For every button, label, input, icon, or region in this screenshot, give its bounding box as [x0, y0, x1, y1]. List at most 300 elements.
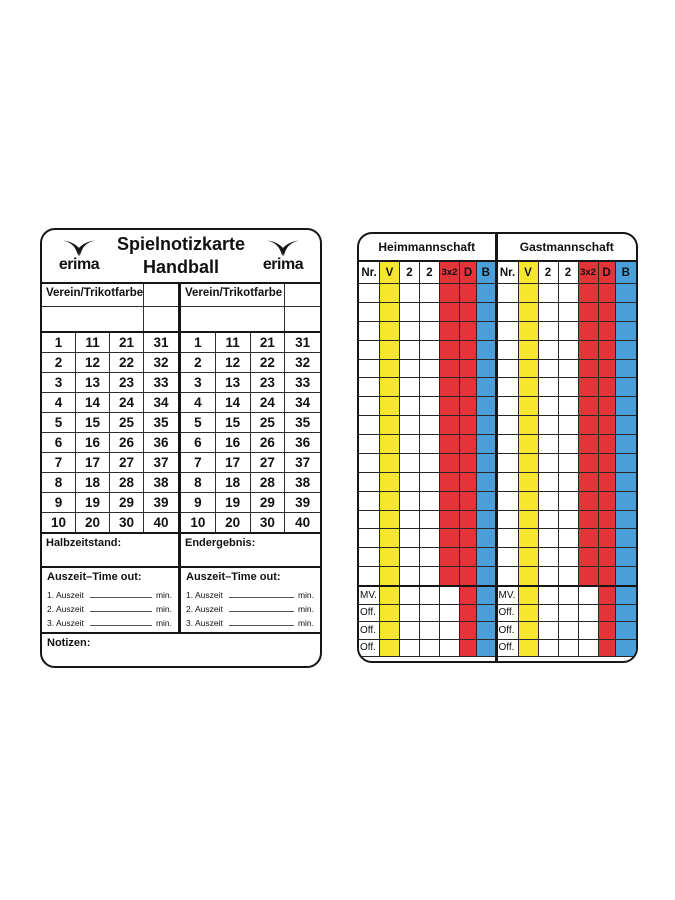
score-cell	[477, 492, 495, 510]
score-cell	[559, 587, 579, 604]
verein-label: Verein/Trikotfarbe	[181, 284, 284, 307]
score-cell	[460, 567, 477, 585]
score-cell	[579, 435, 599, 453]
score-row	[359, 548, 495, 567]
score-cell	[498, 397, 519, 415]
score-cell	[460, 416, 477, 434]
score-cell	[599, 322, 616, 340]
score-cell	[460, 473, 477, 491]
auszeit-write-line	[90, 611, 152, 612]
score-cell	[539, 548, 559, 566]
score-cell	[477, 548, 495, 566]
number-row	[42, 433, 178, 453]
column-header-cell: V	[380, 262, 400, 283]
score-cell	[539, 360, 559, 378]
score-cell	[440, 605, 460, 622]
column-header-cell: 3x2	[440, 262, 460, 283]
auszeit-label: 2. Auszeit	[186, 604, 223, 614]
auszeit-label: 1. Auszeit	[186, 590, 223, 600]
score-cell	[539, 492, 559, 510]
score-cell	[559, 492, 579, 510]
score-cell	[400, 284, 420, 302]
score-cell	[380, 529, 400, 547]
score-cell	[400, 435, 420, 453]
number-row	[42, 513, 178, 532]
number-row	[181, 493, 320, 513]
score-cell	[539, 322, 559, 340]
score-cell	[460, 587, 477, 604]
min-label: min.	[297, 590, 314, 600]
number-cell: 20	[216, 513, 251, 532]
score-cell	[380, 397, 400, 415]
column-header-cell: B	[477, 262, 495, 283]
score-cell	[616, 567, 637, 585]
number-cell: 21	[110, 333, 144, 352]
score-cell	[616, 322, 637, 340]
score-cell	[616, 548, 637, 566]
number-cell: 14	[76, 393, 110, 412]
verein-color-cell	[285, 284, 320, 307]
score-cell	[380, 360, 400, 378]
row-label-cell: MV.	[359, 587, 380, 604]
score-cell	[599, 529, 616, 547]
score-cell	[559, 473, 579, 491]
score-row	[359, 567, 495, 585]
score-cell	[440, 284, 460, 302]
score-cell	[380, 622, 400, 639]
final-score-box	[181, 534, 320, 566]
score-cell	[599, 473, 616, 491]
number-cell: 17	[76, 453, 110, 472]
number-cell: 15	[216, 413, 251, 432]
card-title-line2: Handball	[142, 257, 219, 277]
score-cell	[440, 492, 460, 510]
score-body	[498, 284, 637, 585]
score-cell	[420, 605, 440, 622]
score-cell	[539, 640, 559, 657]
timeout-section	[42, 566, 320, 632]
score-cell	[359, 341, 380, 359]
score-row	[498, 322, 637, 341]
score-cell	[440, 416, 460, 434]
score-cell	[498, 492, 519, 510]
officials-section	[359, 585, 495, 657]
number-cell: 35	[295, 415, 311, 430]
score-cell	[400, 529, 420, 547]
score-cell	[477, 303, 495, 321]
score-cell	[539, 454, 559, 472]
score-cell	[559, 397, 579, 415]
score-cell	[440, 435, 460, 453]
score-cell	[440, 587, 460, 604]
row-label-cell: Off.	[498, 622, 519, 639]
min-label: min.	[155, 590, 172, 600]
score-cell	[539, 416, 559, 434]
score-cell	[359, 360, 380, 378]
score-cell	[599, 587, 616, 604]
score-cell	[420, 587, 440, 604]
erima-wordmark: erima	[58, 256, 100, 273]
score-cell	[616, 416, 637, 434]
score-cell	[420, 284, 440, 302]
score-cell	[477, 284, 495, 302]
auszeit-heading: Auszeit–Time out:	[47, 571, 142, 583]
number-cell: 38	[153, 475, 169, 490]
score-cell	[519, 435, 539, 453]
score-cell	[359, 378, 380, 396]
auszeit-row	[186, 614, 314, 628]
score-cell	[359, 492, 380, 510]
score-cell	[359, 284, 380, 302]
score-cell	[460, 397, 477, 415]
column-header-cell: Nr.	[498, 262, 519, 283]
score-cell	[599, 511, 616, 529]
notes-section	[42, 632, 320, 666]
score-cell	[420, 435, 440, 453]
score-cell	[579, 587, 599, 604]
number-cell: 34	[295, 395, 311, 410]
number-cell: 40	[153, 515, 169, 530]
score-cell	[400, 454, 420, 472]
score-cell	[599, 360, 616, 378]
score-tracking-card	[357, 232, 638, 663]
score-section	[42, 532, 320, 566]
score-cell	[440, 640, 460, 657]
score-cell	[420, 303, 440, 321]
auszeit-row	[186, 600, 314, 614]
score-cell	[380, 605, 400, 622]
score-row	[498, 303, 637, 322]
score-cell	[400, 587, 420, 604]
score-cell	[599, 640, 616, 657]
score-cell	[559, 454, 579, 472]
score-cell	[519, 529, 539, 547]
row-label-cell: Off.	[359, 622, 380, 639]
score-cell	[599, 341, 616, 359]
card-title	[110, 233, 252, 280]
number-cell: 2	[181, 353, 216, 372]
score-cell	[380, 587, 400, 604]
card-title-line1: Spielnotizkarte	[116, 233, 246, 254]
min-label: min.	[297, 604, 314, 614]
score-cell	[559, 511, 579, 529]
number-cell: 7	[181, 453, 216, 472]
number-cell: 11	[76, 333, 110, 352]
timeout-guest	[181, 568, 320, 632]
score-cell	[400, 492, 420, 510]
auszeit-label: 1. Auszeit	[47, 590, 84, 600]
score-cell	[519, 605, 539, 622]
team-title: Heimmannschaft	[378, 240, 476, 254]
official-row	[498, 640, 637, 658]
score-row	[359, 454, 495, 473]
column-header-cell: 2	[559, 262, 579, 283]
score-row	[498, 473, 637, 492]
score-cell	[380, 322, 400, 340]
number-cell: 37	[295, 455, 311, 470]
number-cell: 27	[251, 453, 286, 472]
score-cell	[359, 454, 380, 472]
number-cell: 37	[153, 455, 169, 470]
number-row	[42, 353, 178, 373]
number-cell: 36	[153, 435, 169, 450]
score-cell	[477, 587, 495, 604]
score-cell	[420, 322, 440, 340]
number-cell: 28	[110, 473, 144, 492]
score-cell	[440, 397, 460, 415]
score-cell	[498, 416, 519, 434]
number-cell: 9	[181, 493, 216, 512]
score-cell	[440, 341, 460, 359]
number-row	[181, 433, 320, 453]
score-cell	[559, 284, 579, 302]
score-cell	[400, 622, 420, 639]
official-row	[359, 587, 495, 605]
score-cell	[579, 303, 599, 321]
number-cell: 24	[110, 393, 144, 412]
score-cell	[477, 416, 495, 434]
number-cell: 6	[42, 433, 76, 452]
score-cell	[460, 605, 477, 622]
number-cell: 10	[42, 513, 76, 532]
score-cell	[420, 567, 440, 585]
auszeit-write-line	[90, 597, 152, 598]
score-cell	[539, 397, 559, 415]
number-cell: 15	[76, 413, 110, 432]
timeout-home	[42, 568, 181, 632]
score-cell	[599, 548, 616, 566]
score-cell	[380, 303, 400, 321]
score-cell	[616, 622, 637, 639]
score-cell	[440, 548, 460, 566]
number-cell: 26	[110, 433, 144, 452]
score-cell	[380, 435, 400, 453]
score-cell	[498, 548, 519, 566]
score-cell	[477, 322, 495, 340]
score-cell	[519, 548, 539, 566]
auszeit-write-line	[229, 611, 294, 612]
score-cell	[559, 622, 579, 639]
score-row	[498, 511, 637, 530]
number-row	[181, 513, 320, 532]
score-cell	[519, 284, 539, 302]
score-cell	[616, 587, 637, 604]
erima-logo-right	[252, 239, 314, 273]
score-cell	[498, 378, 519, 396]
score-cell	[616, 492, 637, 510]
score-cell	[400, 548, 420, 566]
erima-wordmark: erima	[262, 256, 304, 273]
score-cell	[440, 378, 460, 396]
score-cell	[539, 529, 559, 547]
score-cell	[559, 322, 579, 340]
score-row	[359, 284, 495, 303]
score-cell	[616, 454, 637, 472]
score-cell	[477, 360, 495, 378]
score-cell	[400, 341, 420, 359]
column-header-cell: 2	[400, 262, 420, 283]
score-cell	[477, 511, 495, 529]
score-cell	[380, 473, 400, 491]
number-cell: 28	[251, 473, 286, 492]
auszeit-row	[47, 600, 172, 614]
score-row	[359, 416, 495, 435]
score-cell	[519, 473, 539, 491]
score-cell	[539, 473, 559, 491]
score-table-guest	[498, 260, 637, 657]
score-cell	[460, 360, 477, 378]
number-cell: 14	[216, 393, 251, 412]
halbzeitstand-label: Halbzeitstand:	[46, 537, 122, 549]
score-cell	[599, 416, 616, 434]
score-cell	[498, 341, 519, 359]
number-row	[181, 453, 320, 473]
number-cell: 27	[110, 453, 144, 472]
score-cell	[460, 341, 477, 359]
score-cell	[559, 567, 579, 585]
min-label: min.	[155, 604, 172, 614]
score-row	[359, 397, 495, 416]
column-header-row	[359, 262, 495, 284]
number-row	[181, 413, 320, 433]
number-cell: 30	[110, 513, 144, 532]
score-cell	[359, 416, 380, 434]
score-cell	[380, 284, 400, 302]
official-row	[498, 587, 637, 605]
number-cell: 39	[153, 495, 169, 510]
number-cell: 13	[216, 373, 251, 392]
number-cell: 16	[216, 433, 251, 452]
number-row	[42, 493, 178, 513]
score-cell	[579, 454, 599, 472]
score-cell	[460, 378, 477, 396]
score-cell	[519, 587, 539, 604]
score-cell	[519, 640, 539, 657]
number-row	[181, 333, 320, 353]
team-panel-home	[359, 234, 498, 661]
game-notes-card	[40, 228, 322, 668]
score-cell	[539, 378, 559, 396]
score-cell	[420, 473, 440, 491]
number-cell: 24	[251, 393, 286, 412]
official-row	[498, 622, 637, 640]
score-cell	[579, 511, 599, 529]
min-label: min.	[297, 618, 314, 628]
score-cell	[616, 378, 637, 396]
score-cell	[400, 567, 420, 585]
officials-section	[498, 585, 637, 657]
score-cell	[579, 284, 599, 302]
score-cell	[440, 473, 460, 491]
number-cell: 34	[153, 395, 169, 410]
score-cell	[477, 341, 495, 359]
number-cell: 25	[251, 413, 286, 432]
score-cell	[616, 341, 637, 359]
score-cell	[616, 435, 637, 453]
score-cell	[599, 378, 616, 396]
score-cell	[539, 341, 559, 359]
score-cell	[498, 511, 519, 529]
number-cell: 16	[76, 433, 110, 452]
score-cell	[498, 435, 519, 453]
score-cell	[460, 322, 477, 340]
score-cell	[559, 416, 579, 434]
number-row	[42, 333, 178, 353]
score-cell	[400, 416, 420, 434]
auszeit-label: 2. Auszeit	[47, 604, 84, 614]
score-cell	[420, 492, 440, 510]
score-cell	[420, 360, 440, 378]
number-cell: 6	[181, 433, 216, 452]
score-cell	[420, 548, 440, 566]
score-cell	[359, 548, 380, 566]
score-cell	[440, 511, 460, 529]
score-cell	[400, 303, 420, 321]
score-cell	[400, 605, 420, 622]
score-cell	[477, 529, 495, 547]
score-cell	[460, 303, 477, 321]
score-row	[498, 341, 637, 360]
column-header-cell: D	[460, 262, 477, 283]
score-cell	[460, 640, 477, 657]
score-cell	[498, 303, 519, 321]
number-cell: 35	[153, 415, 169, 430]
score-cell	[460, 511, 477, 529]
column-header-cell: Nr.	[359, 262, 380, 283]
score-cell	[579, 492, 599, 510]
auszeit-label: 3. Auszeit	[186, 618, 223, 628]
score-row	[359, 378, 495, 397]
number-grid-home	[42, 333, 181, 532]
score-cell	[460, 454, 477, 472]
team-title: Gastmannschaft	[519, 240, 614, 254]
score-cell	[477, 622, 495, 639]
number-cell: 3	[42, 373, 76, 392]
score-cell	[519, 511, 539, 529]
score-cell	[440, 322, 460, 340]
number-cell: 22	[251, 353, 286, 372]
score-cell	[440, 567, 460, 585]
score-cell	[420, 378, 440, 396]
score-cell	[579, 473, 599, 491]
number-cell: 4	[181, 393, 216, 412]
number-cell: 19	[216, 493, 251, 512]
score-cell	[359, 435, 380, 453]
score-cell	[579, 640, 599, 657]
auszeit-row	[47, 614, 172, 628]
score-cell	[359, 529, 380, 547]
number-cell: 8	[181, 473, 216, 492]
score-cell	[559, 341, 579, 359]
number-cell: 7	[42, 453, 76, 472]
score-cell	[440, 529, 460, 547]
number-grid-section	[42, 331, 320, 532]
number-cell: 5	[42, 413, 76, 432]
score-cell	[380, 640, 400, 657]
score-cell	[519, 397, 539, 415]
number-cell: 1	[42, 333, 76, 352]
score-cell	[359, 303, 380, 321]
score-cell	[519, 378, 539, 396]
score-cell	[477, 435, 495, 453]
score-cell	[420, 622, 440, 639]
score-cell	[599, 454, 616, 472]
score-cell	[579, 622, 599, 639]
score-cell	[579, 322, 599, 340]
score-row	[359, 322, 495, 341]
score-cell	[599, 303, 616, 321]
official-row	[359, 622, 495, 640]
